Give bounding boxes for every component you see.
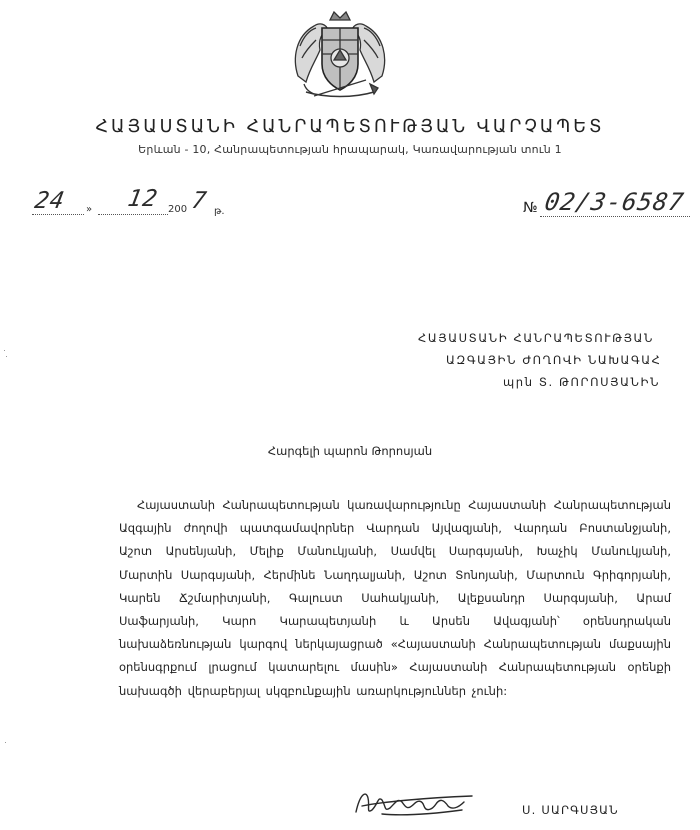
salutation: Հարգելի պարոն Թորոսյան [267,444,433,458]
signer-name: Ս. ՍԱՐԳՍՅԱՆ [522,803,619,817]
signature-icon [352,784,482,820]
scan-speck [6,356,7,357]
date-year-prefix: 200 [168,204,188,215]
reference-number: 02/3-6587 [542,188,687,216]
letterhead-title: ՀԱՅԱՍՏԱՆԻ ՀԱՆՐԱՊԵՏՈՒԹՅԱՆ ՎԱՐՉԱՊԵՏ [95,117,605,137]
letter-body: Հայաստանի Հանրապետության կառավարությունը Հայաստանի Հանրապետության Ազգային ժողովի պատգամավորներ Վարդան Այվազյանի, Վարդան Բոստանջյանի, Աշոտ Արսենյանի, Մելիք Մանուկյանի, Սամվել Սարգսյանի, Խաչիկ Մանուկյանի, Մարտին Սարգսյանի, Հերմինե Նաղդալյանի, Աշոտ Տոնոյանի, Մարտուն Գրիգորյանի, Կարեն Ճշմարիտյանի, Գալուստ Սահակյանի, Ալեքսանդր Սարգսյանի, Արամ Սաֆարյանի, Կարո Կարապետյանի և Արսեն Ավագյանի՝ օրենսդրական նախաձեռնության կարգով ներկայացրած «Հայաստանի Հանրապետության մաքսային օրենսգրքում լրացում կատարելու մասին» Հայաստանի Հանրապետության օրենքի նախագծի վերաբերյալ սկզբունքային առարկություններ չունի: [119,498,671,698]
date-year-digit: 7 [189,188,210,214]
scan-speck [5,742,6,743]
date-day: 24 [32,188,67,214]
letterhead-address: Երևան - 10, Հանրապետության հրապարակ, Կառավարության տուն 1 [138,143,562,156]
coat-of-arms-icon [286,6,394,102]
reference-label: № [523,200,538,216]
date-quote: » [86,204,93,215]
addressee-line-3: պրն Տ. ԹՈՐՈՍՅԱՆԻՆ [503,375,661,389]
scan-speck [4,350,5,351]
addressee-line-2: ԱԶԳԱՅԻՆ ԺՈՂՈՎԻ ՆԱԽԱԳԱՀ [446,353,662,367]
addressee-line-1: ՀԱՅԱՍՏԱՆԻ ՀԱՆՐԱՊԵՏՈՒԹՅԱՆ [418,331,654,345]
date-day-underline [32,214,84,215]
reference-underline [540,216,690,217]
date-suffix: թ. [214,206,225,217]
date-month: 12 [125,186,160,212]
date-month-underline [98,214,168,215]
